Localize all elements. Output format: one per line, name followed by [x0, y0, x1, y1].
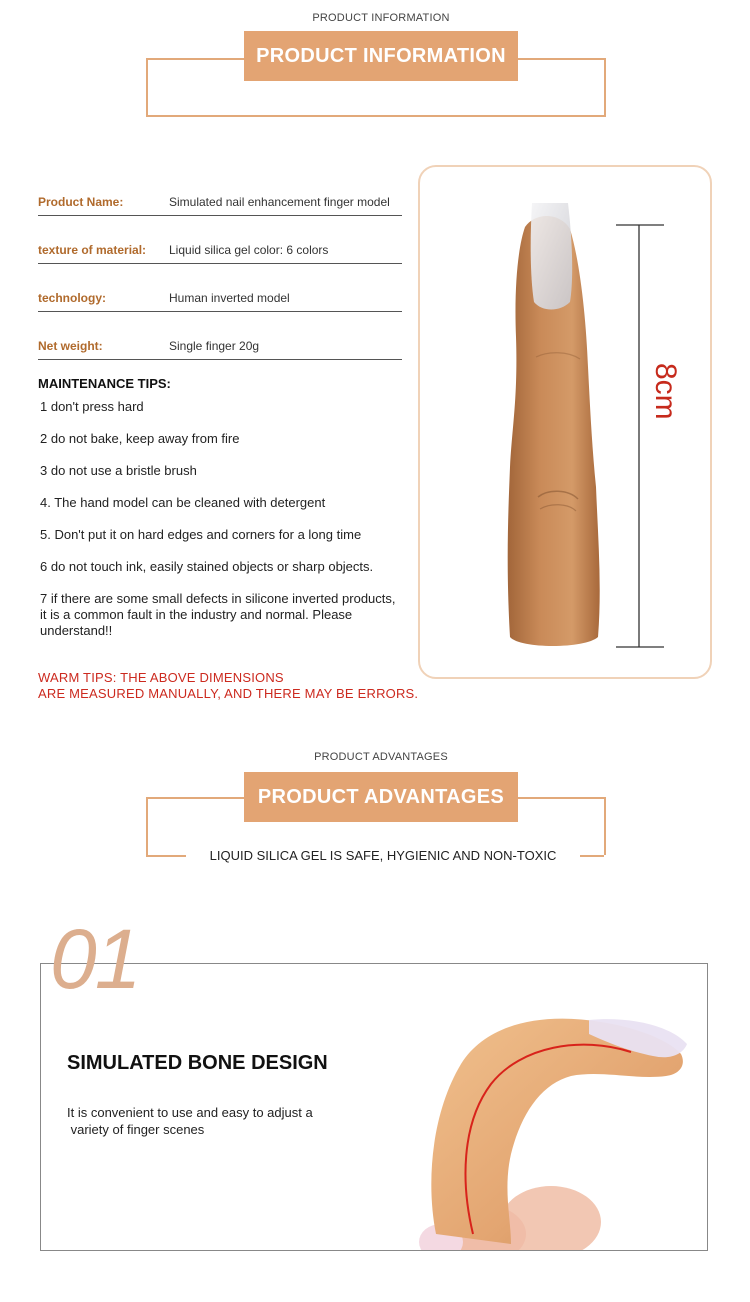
- advantages-frame-bottom-right: [580, 855, 604, 857]
- info-header-frame-top-right: [518, 58, 604, 60]
- warm-tips-line2: ARE MEASURED MANUALLY, AND THERE MAY BE ERRORS.: [38, 686, 419, 701]
- advantages-subtitle: LIQUID SILICA GEL IS SAFE, HYGIENIC AND NON-TOXIC: [186, 848, 580, 863]
- dimension-label: 8cm: [649, 363, 682, 420]
- spec-label: Net weight:: [38, 339, 103, 353]
- info-header-frame-top-left: [146, 58, 244, 60]
- spec-label: texture of material:: [38, 243, 147, 257]
- spec-row-net-weight: [38, 333, 402, 360]
- maintenance-title: MAINTENANCE TIPS:: [38, 376, 171, 391]
- product-image-box: [418, 165, 712, 679]
- feature-number: 01: [50, 912, 140, 1006]
- tip-item: 5. Don't put it on hard edges and corners for a long time: [40, 527, 362, 542]
- spec-row-material: [38, 237, 402, 264]
- tip-item: 7 if there are some small defects in silicone inverted products, it is a common fault in the industry and normal. Please understand!!: [40, 591, 396, 638]
- advantages-frame-top-right: [518, 797, 604, 799]
- tip-item: 3 do not use a bristle brush: [40, 463, 197, 478]
- spec-value: Human inverted model: [169, 291, 290, 305]
- spec-label: Product Name:: [38, 195, 124, 209]
- spec-value: Liquid silica gel color: 6 colors: [169, 243, 329, 257]
- spec-value: Simulated nail enhancement finger model: [169, 195, 390, 209]
- tip-item: 1 don't press hard: [40, 399, 144, 414]
- section-caption-info: PRODUCT INFORMATION: [312, 12, 450, 24]
- feature-card: [40, 963, 708, 1251]
- feature-desc-line2: variety of finger scenes: [67, 1122, 205, 1137]
- spec-row-product-name: [38, 189, 402, 216]
- tip-item: 2 do not bake, keep away from fire: [40, 431, 240, 446]
- advantages-banner: PRODUCT ADVANTAGES: [244, 772, 518, 822]
- feature-desc-line1: It is convenient to use and easy to adjust a: [67, 1105, 313, 1120]
- spec-value: Single finger 20g: [169, 339, 260, 353]
- section-caption-advantages: PRODUCT ADVANTAGES: [314, 751, 448, 763]
- advantages-frame-bottom-left: [146, 855, 186, 857]
- tip-item: 6 do not touch ink, easily stained objects or sharp objects.: [40, 559, 374, 574]
- info-banner: PRODUCT INFORMATION: [244, 31, 518, 81]
- spec-row-technology: [38, 285, 402, 312]
- tip-item: 4. The hand model can be cleaned with detergent: [40, 495, 326, 510]
- warm-tips-line1: WARM TIPS: THE ABOVE DIMENSIONS: [38, 670, 284, 685]
- advantages-frame-top-left: [146, 797, 244, 799]
- spec-label: technology:: [38, 291, 106, 305]
- feature-title: SIMULATED BONE DESIGN: [67, 1052, 328, 1074]
